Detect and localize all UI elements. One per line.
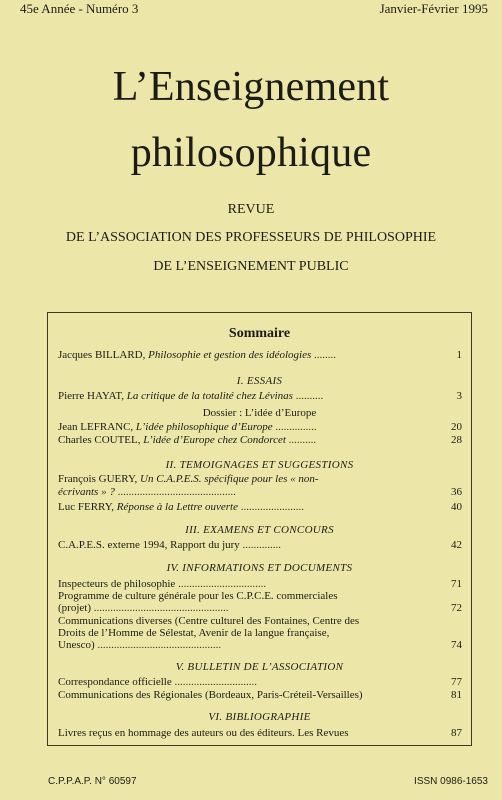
toc-entry: C.A.P.E.S. externe 1994, Rapport du jury .............. 42 (58, 539, 462, 551)
issn-number: ISSN 0986-1653 (414, 776, 488, 787)
issue-header (20, 1, 488, 17)
issue-number: 45e Année - Numéro 3 (20, 1, 139, 16)
toc-page: 87 (451, 727, 462, 739)
toc-page: 3 (456, 390, 462, 402)
toc-entry: Pierre HAYAT, La critique de la totalité chez Lévinas .......... 3 (58, 390, 462, 402)
toc-entry-continued: (projet) ................................................. 72 (58, 602, 462, 614)
toc-entry: Charles COUTEL, L’idée d’Europe chez Condorcet .......... 28 (58, 434, 462, 446)
toc-entry: Jacques BILLARD, Philosophie et gestion des idéologies ........ 1 (58, 349, 462, 361)
toc-page: 40 (451, 501, 462, 513)
toc-page: 36 (451, 486, 462, 498)
journal-title-line2: philosophique (130, 130, 372, 176)
toc-page: 77 (451, 676, 462, 688)
toc-page: 74 (451, 639, 462, 651)
toc-section: V. BULLETIN DE L’ASSOCIATION (175, 661, 344, 673)
association-line2: DE L’ENSEIGNEMENT PUBLIC (153, 259, 349, 274)
toc-page: 72 (451, 602, 462, 614)
toc-entry-continued: écrivants » ? ........................................... 36 (58, 486, 462, 498)
toc-page: 28 (451, 434, 462, 446)
issue-date: Janvier-Février 1995 (379, 1, 488, 16)
journal-title-line1: L’Enseignement (112, 64, 390, 110)
toc-page: 81 (451, 689, 462, 701)
toc-entry: Jean LEFRANC, L’idée philosophique d’Europe ............... 20 (58, 421, 462, 433)
toc-entry: Inspecteurs de philosophie ................................ 71 (58, 578, 462, 590)
toc-page: 20 (451, 421, 462, 433)
toc-entry: Communications diverses (Centre culturel des Fontaines, Centre des (58, 615, 360, 627)
toc-entry: Correspondance officielle .............................. 77 (58, 676, 462, 688)
toc-page: 1 (456, 349, 462, 361)
toc-section: IV. INFORMATIONS ET DOCUMENTS (166, 562, 353, 574)
cppap-number: C.P.P.A.P. N° 60597 (48, 776, 137, 787)
toc-entry: François GUERY, Un C.A.P.E.S. spécifique pour les « non- (58, 473, 319, 485)
toc-section: I. ESSAIS (236, 375, 283, 387)
toc-entry: Luc FERRY, Réponse à la Lettre ouverte ....................... 40 (58, 501, 462, 513)
sommaire-title: Sommaire (228, 326, 291, 341)
toc-page: 42 (451, 539, 462, 551)
toc-entry: Programme de culture générale pour les C.P.C.E. commerciales (58, 590, 338, 602)
toc-entry-continued: Droits de l’Homme de Sélestat, Avenir de la langue française, (58, 627, 330, 639)
toc-entry: Livres reçus en hommage des auteurs ou des éditeurs. Les Revues 87 (58, 727, 462, 739)
association-line1: DE L’ASSOCIATION DES PROFESSEURS DE PHILOSOPHIE (65, 230, 437, 245)
toc-section: II. TEMOIGNAGES ET SUGGESTIONS (165, 459, 354, 471)
toc-page: 71 (451, 578, 462, 590)
toc-entry: Communications des Régionales (Bordeaux, Paris-Créteil-Versailles) 81 (58, 689, 462, 701)
toc-entry-continued: Unesco) ............................................. 74 (58, 639, 462, 651)
toc-section: III. EXAMENS ET CONCOURS (185, 524, 334, 536)
toc-section: VI. BIBLIOGRAPHIE (208, 711, 311, 723)
revue-label: REVUE (227, 202, 275, 217)
toc-dossier: Dossier : L’idée d’Europe (202, 407, 317, 419)
